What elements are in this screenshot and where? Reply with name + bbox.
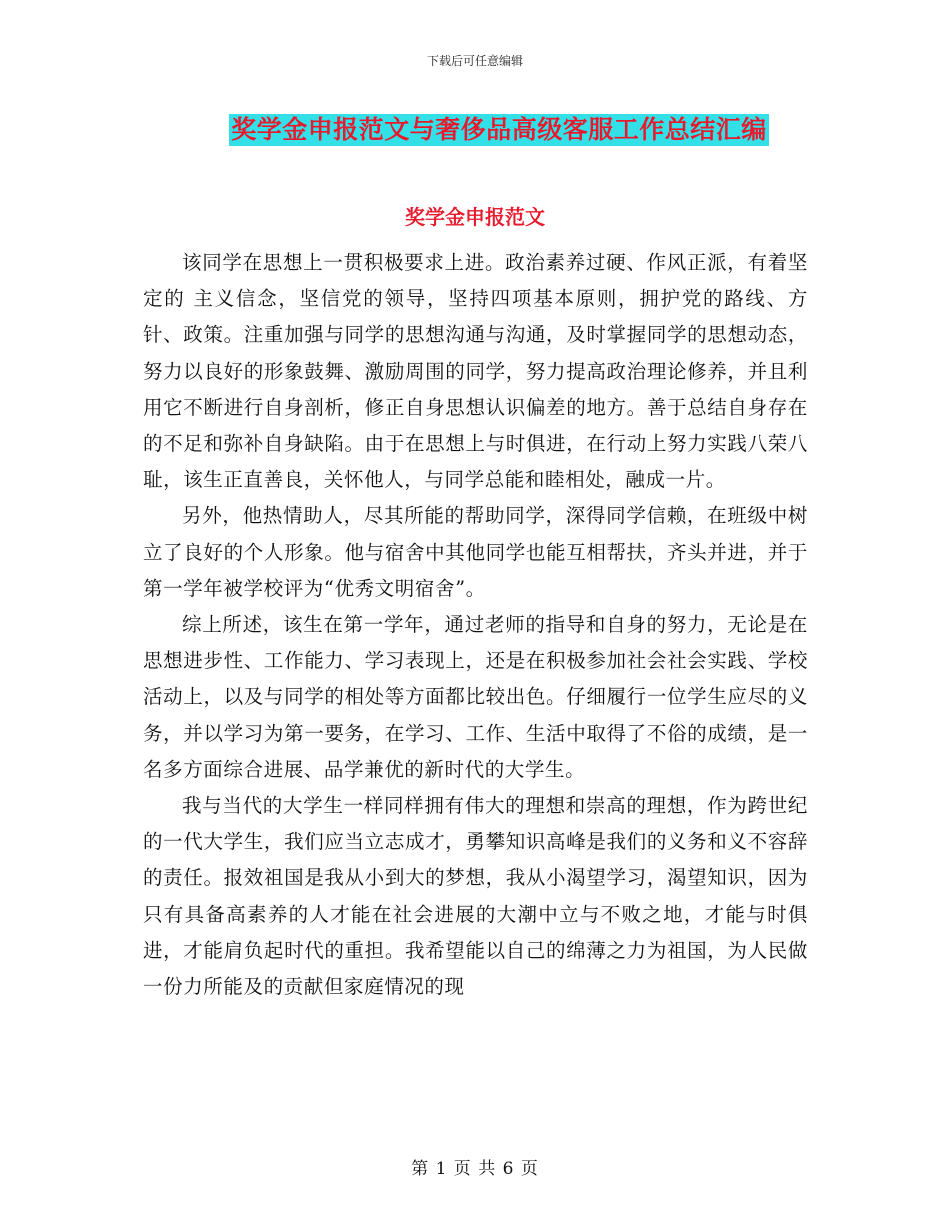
document-title-container [0, 114, 950, 146]
header-note: 下载后可任意编辑 [426, 54, 523, 68]
page-footer: 第 1 页 共 6 页 [411, 1159, 539, 1179]
document-body [143, 245, 808, 1005]
paragraph: 该同学在思想上一贯积极要求上进。政治素养过硬、作风正派，有着坚定的 主义信念，坚信党的领导，坚持四项基本原则，拥护党的路线、方针、政策。注重加强与同学的思想沟通与沟通，及时掌握同学的思想动态，努力以良好的形象鼓舞、激励周围的同学，努力提高政治理论修养，并且利用它不断进行自身剖析，修正自身思想认识偏差的地方。善于总结自身存在的不足和弥补自身缺陷。由于在思想上与时俱进，在行动上努力实践八荣八耻，该生正直善良，关怀他人，与同学总能和睦相处，融成一片。 [143, 251, 808, 492]
section-title: 奖学金申报范文 [405, 205, 545, 229]
document-title: 奖学金申报范文与奢侈品高级客服工作总结汇编 [231, 115, 767, 144]
paragraph: 综上所述，该生在第一学年，通过老师的指导和自身的努力，无论是在思想进步性、工作能力、学习表现上，还是在积极参加社会社会实践、学校活动上，以及与同学的相处等方面都比较出色。仔细履行一位学生应尽的义务，并以学习为第一要务，在学习、工作、生活中取得了不俗的成绩，是一名多方面综合进展、品学兼优的新时代的大学生。 [143, 613, 808, 781]
paragraph: 我与当代的大学生一样同样拥有伟大的理想和崇高的理想，作为跨世纪的一代大学生，我们应当立志成才，勇攀知识高峰是我们的义务和义不容辞的责任。报效祖国是我从小到大的梦想，我从小渴望学习，渴望知识，因为只有具备高素养的人才能在社会进展的大潮中立与不败之地，才能与时俱进，才能肩负起时代的重担。我希望能以自己的绵薄之力为祖国，为人民做一份力所能及的贡献但家庭情况的现 [143, 794, 808, 999]
paragraph: 另外，他热情助人，尽其所能的帮助同学，深得同学信赖，在班级中树立了良好的个人形象。他与宿舍中其他同学也能互相帮扶，齐头并进，并于第一学年被学校评为“优秀文明宿舍”。 [143, 504, 808, 600]
